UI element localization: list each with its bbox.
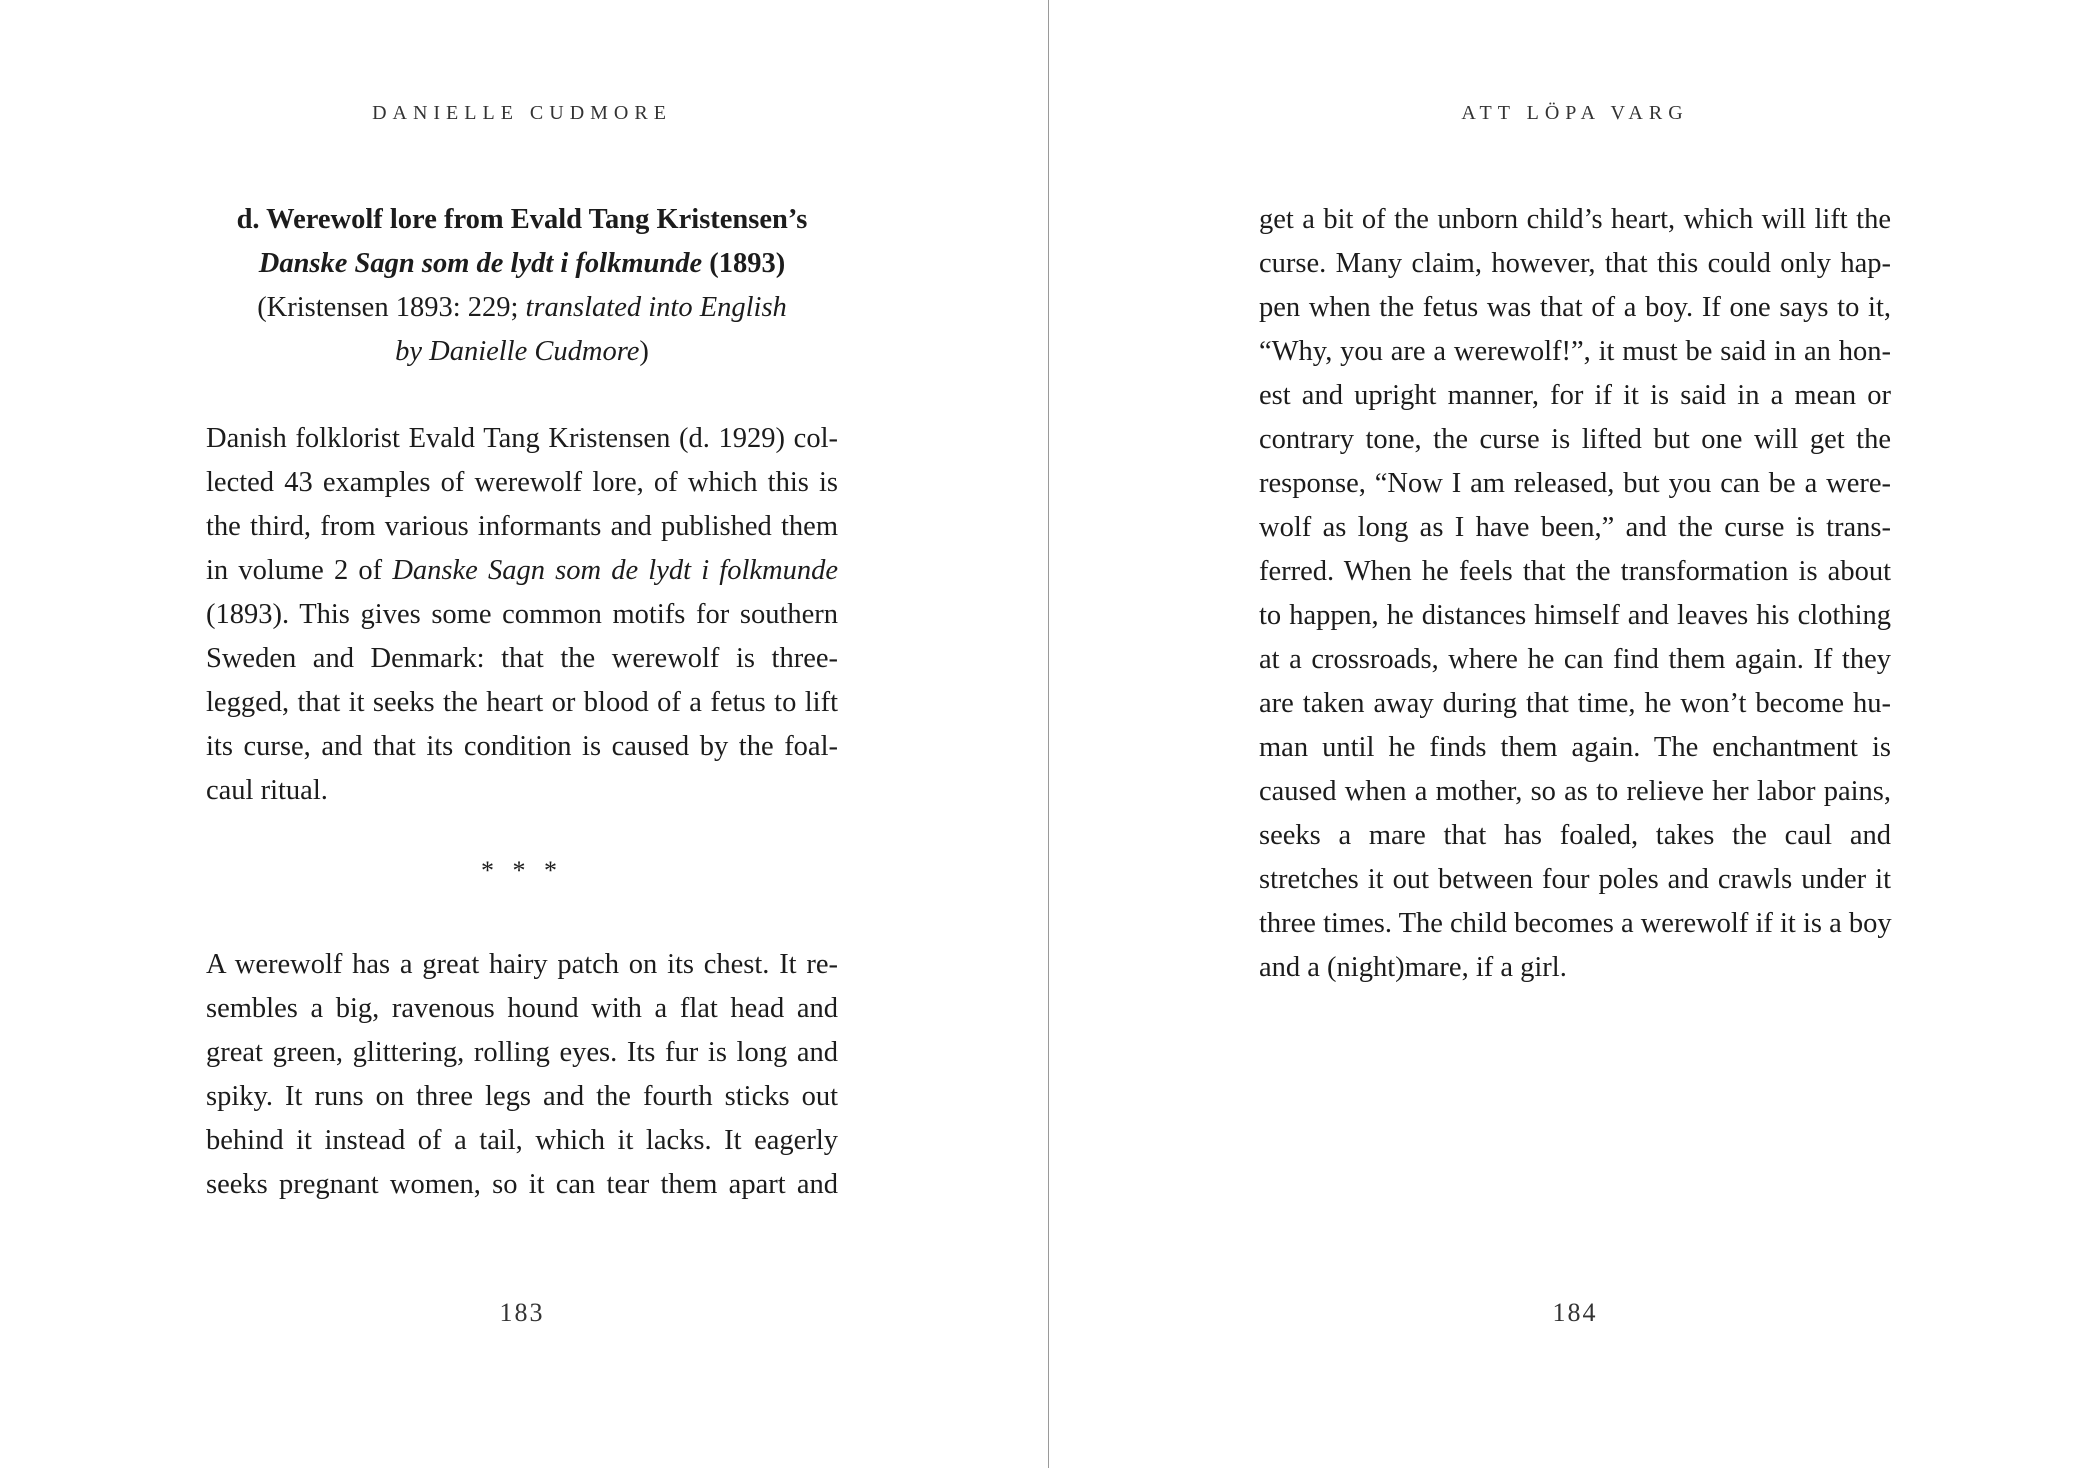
heading-line-4 (206, 330, 838, 374)
heading-citation: (Kristensen 1893: 229; (257, 292, 526, 323)
story-line: contrary tone, the curse is lifted but one will get the (1259, 424, 1891, 455)
heading-line-3 (206, 286, 838, 330)
intro-line (206, 549, 838, 593)
story-line: seeks a mare that has foaled, takes the caul and (1259, 820, 1891, 851)
story-line: wolf as long as I have been,” and the curse is trans- (1259, 512, 1891, 543)
intro-line: the third, from various informants and published them (206, 511, 838, 542)
section-heading (206, 198, 838, 374)
story-line: curse. Many claim, however, that this could only hap- (1259, 248, 1891, 279)
intro-line: its curse, and that its condition is caused by the foal- (206, 731, 838, 762)
story-line: three times. The child becomes a werewolf if it is a boy (1259, 908, 1892, 939)
section-separator: * * * (481, 856, 563, 885)
intro-line: lected 43 examples of werewolf lore, of which this is (206, 467, 838, 498)
heading-book-title: Danske Sagn som de lydt i folkmunde (258, 248, 703, 279)
page-number-right: 184 (1552, 1298, 1598, 1327)
story-line: are taken away during that time, he won’t become hu- (1259, 688, 1891, 719)
story-line: get a bit of the unborn child’s heart, which will lift the (1259, 204, 1891, 235)
story-line: A werewolf has a great hairy patch on its chest. It re- (206, 949, 838, 980)
story-line: “Why, you are a werewolf!”, it must be said in an hon- (1259, 336, 1891, 367)
heading-year: (1893) (702, 248, 786, 279)
story-line: man until he finds them again. The enchantment is (1259, 732, 1891, 763)
heading-line-2 (206, 242, 838, 286)
story-line: response, “Now I am released, but you can be a were- (1259, 468, 1891, 499)
story-line: pen when the fetus was that of a boy. If one says to it, (1259, 292, 1891, 323)
intro-paragraph (206, 417, 838, 813)
page-number-left: 183 (499, 1298, 545, 1327)
story-line: spiky. It runs on three legs and the fourth sticks out (206, 1081, 838, 1112)
story-line: caused when a mother, so as to relieve her labor pains, (1259, 776, 1891, 807)
intro-line-4-regular: in volume 2 of (206, 555, 393, 586)
heading-translation-note: translated into English (525, 292, 787, 323)
running-head-left: DANIELLE CUDMORE (372, 102, 672, 124)
story-line: great green, glittering, rolling eyes. Its fur is long and (206, 1037, 838, 1068)
running-head-right: ATT LÖPA VARG (1461, 102, 1689, 124)
intro-line: caul ritual. (206, 775, 328, 806)
intro-line-4-book-title: Danske Sagn som de lydt i folkmunde (392, 555, 838, 586)
intro-line: (1893). This gives some common motifs for southern (206, 599, 838, 630)
story-line: to happen, he distances himself and leaves his clothing (1259, 600, 1891, 631)
intro-line: Sweden and Denmark: that the werewolf is three- (206, 643, 838, 674)
story-line: behind it instead of a tail, which it lacks. It eagerly (206, 1125, 838, 1156)
page-gutter (1048, 0, 1049, 1468)
story-line: and a (night)mare, if a girl. (1259, 952, 1567, 983)
story-line: seeks pregnant women, so it can tear them apart and (206, 1169, 838, 1200)
story-line: est and upright manner, for if it is said in a mean or (1259, 380, 1891, 411)
story-text-right (1259, 198, 1891, 990)
intro-line: legged, that it seeks the heart or blood of a fetus to lift (206, 687, 838, 718)
story-line: sembles a big, ravenous hound with a flat head and (206, 993, 838, 1024)
story-line: at a crossroads, where he can find them again. If they (1259, 644, 1891, 675)
story-text-left (206, 943, 838, 1207)
intro-line: Danish folklorist Evald Tang Kristensen (d. 1929) col- (206, 423, 838, 454)
heading-translator: by Danielle Cudmore (395, 336, 640, 367)
story-line: stretches it out between four poles and crawls under it (1259, 864, 1891, 895)
story-line: ferred. When he feels that the transformation is about (1259, 556, 1891, 587)
heading-close-paren: ) (639, 336, 649, 367)
heading-line-1: d. Werewolf lore from Evald Tang Kristensen’s (236, 204, 808, 235)
